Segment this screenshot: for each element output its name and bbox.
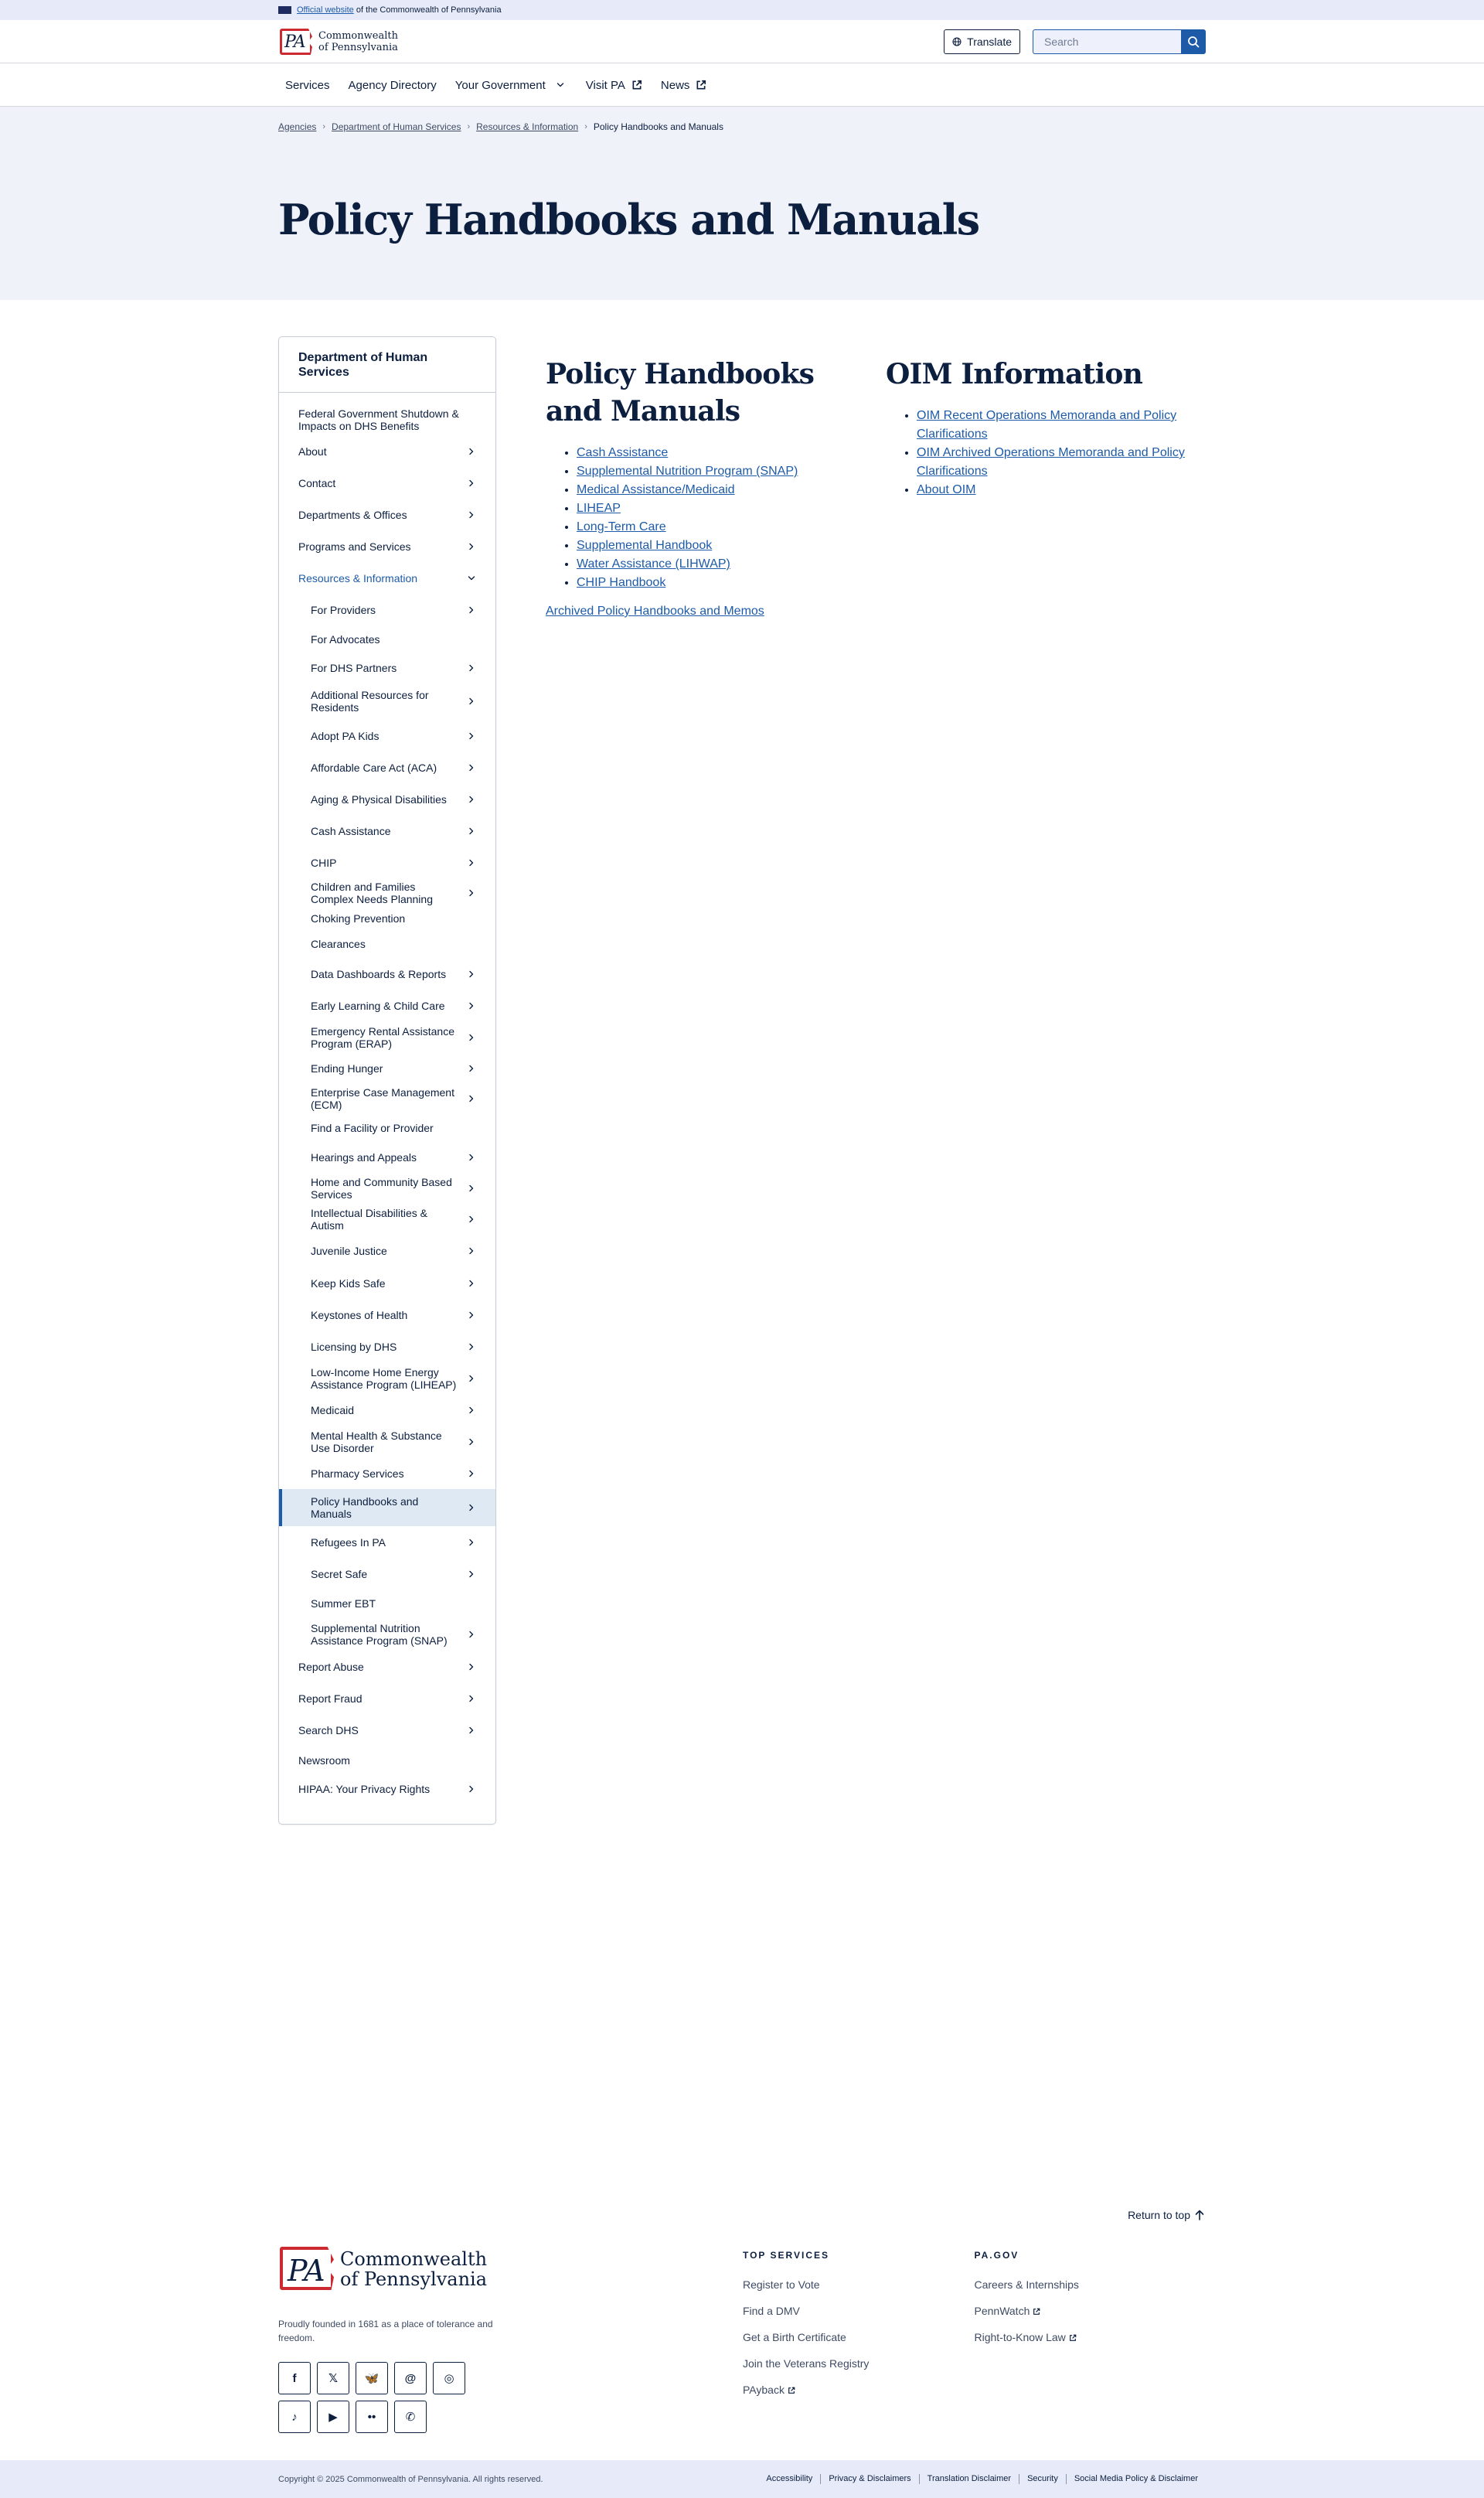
sidebar-item-label: Home and Community Based Services	[311, 1175, 452, 1201]
whatsapp-link[interactable]	[394, 2401, 427, 2433]
sidebar-item-label: For Advocates	[311, 633, 380, 646]
footer-heading: PA.GOV	[974, 2250, 1019, 2261]
tiktok-icon: ♪	[291, 2410, 298, 2424]
sidebar-item-label: Medicaid	[311, 1403, 355, 1416]
chevron-right-icon	[468, 1504, 475, 1511]
search-input[interactable]	[1033, 29, 1181, 54]
handbook-link[interactable]: Water Assistance (LIHWAP)	[577, 557, 730, 571]
sidebar-item-label: Departments & Offices	[298, 508, 407, 521]
bluesky-icon: 🦋	[364, 2372, 380, 2385]
instagram-icon: ◎	[444, 2372, 454, 2385]
sidebar-item[interactable]	[279, 1331, 495, 1362]
pagov-column	[975, 2230, 1207, 2433]
list-item	[577, 462, 849, 481]
sidebar-item[interactable]	[279, 783, 495, 815]
sidebar-item[interactable]	[279, 467, 495, 499]
breadcrumb-link[interactable]: Department of Human Services	[332, 121, 461, 132]
sidebar-item[interactable]	[279, 929, 495, 958]
sidebar-item[interactable]	[279, 1746, 495, 1774]
footer-bottom-bar	[0, 2460, 1484, 2498]
list-item	[577, 555, 849, 574]
sidebar-item-label: Report Fraud	[298, 1692, 362, 1705]
sidebar-item-label: Additional Resources for Residents	[311, 689, 429, 714]
pa-flag-icon	[278, 6, 291, 14]
footer-link[interactable]: Careers & Internships	[974, 2278, 1079, 2291]
handbook-link[interactable]: LIHEAP	[577, 502, 621, 515]
sidebar-item[interactable]	[279, 1426, 495, 1457]
legal-link[interactable]: Translation Disclaimer	[919, 2474, 1019, 2484]
oim-link[interactable]: OIM Archived Operations Memoranda and Policy Clarifications	[917, 446, 1185, 478]
sidebar-item-label: Enterprise Case Management (ECM)	[311, 1086, 454, 1111]
page-hero	[0, 107, 1484, 300]
sidebar-item-label: Choking Prevention	[311, 912, 406, 925]
nav-agency-directory[interactable]: Agency Directory	[348, 78, 437, 92]
chevron-right-icon	[468, 697, 475, 705]
sidebar-item-label: Data Dashboards & Reports	[311, 967, 447, 980]
sidebar-item[interactable]	[279, 1617, 495, 1651]
sidebar-item-label: Mental Health & Substance Use Disorder	[311, 1429, 442, 1454]
external-link-icon	[696, 80, 706, 90]
external-link-icon	[1033, 2308, 1040, 2316]
chevron-right-icon	[468, 1002, 475, 1010]
chevron-down-icon	[556, 81, 564, 89]
sidebar-item-label: Intellectual Disabilities & Autism	[311, 1207, 427, 1232]
handbook-link[interactable]: Long-Term Care	[577, 520, 666, 533]
section-heading: OIM Information	[886, 358, 1142, 390]
breadcrumb-link[interactable]: Resources & Information	[476, 121, 579, 132]
flickr-icon: ••	[367, 2410, 376, 2424]
chevron-down-icon	[468, 574, 475, 582]
nav-services[interactable]: Services	[285, 78, 330, 92]
breadcrumb	[278, 107, 1206, 138]
nav-news[interactable]: News	[654, 63, 714, 107]
sidebar-item-label: CHIP	[311, 856, 337, 869]
sidebar-item-label: Refugees In PA	[311, 1536, 386, 1549]
instagram-link[interactable]	[433, 2362, 465, 2394]
list-item	[577, 537, 849, 555]
chevron-right-icon	[468, 827, 475, 835]
chevron-right-icon	[468, 1663, 475, 1671]
sidebar-item[interactable]	[279, 1299, 495, 1331]
chevron-right-icon	[468, 1154, 475, 1161]
x-link[interactable]	[317, 2362, 349, 2394]
sidebar-item-label: Adopt PA Kids	[311, 729, 380, 742]
sidebar-item[interactable]	[279, 1021, 495, 1053]
search-button[interactable]	[1181, 29, 1206, 54]
footer-link-external[interactable]: PAyback	[743, 2377, 975, 2403]
brand-name: Commonwealth of Pennsylvania	[318, 30, 398, 53]
chevron-right-icon	[468, 1726, 475, 1734]
sidebar-item-label: Resources & Information	[298, 571, 418, 584]
sidebar-item[interactable]	[279, 815, 495, 847]
translate-button[interactable]	[944, 29, 1020, 54]
sidenav-title: Department of Human Services	[279, 337, 495, 393]
copyright: Copyright © 2025 Commonwealth of Pennsylvania. All rights reserved.	[278, 2474, 543, 2484]
footer-tagline: Proudly founded in 1681 as a place of tolerance and freedom.	[278, 2319, 493, 2343]
sidebar-item[interactable]	[279, 499, 495, 530]
footer-brand-name: Commonwealth of Pennsylvania	[340, 2248, 488, 2290]
nav-visit-pa[interactable]: Visit PA	[579, 63, 649, 107]
sidebar-item-label: For DHS Partners	[311, 662, 397, 674]
site-header	[0, 20, 1484, 63]
sidebar-item[interactable]	[279, 1142, 495, 1172]
chevron-right-icon	[468, 1375, 475, 1382]
sidebar-item-label: Low-Income Home Energy Assistance Program (LIHEAP)	[311, 1365, 457, 1391]
main-content	[546, 336, 1189, 619]
footer-link[interactable]: Get a Birth Certificate	[742, 2331, 846, 2343]
chevron-right-icon	[468, 796, 475, 803]
chevron-right-icon	[468, 1785, 475, 1793]
sidebar-item-label: Search DHS	[298, 1723, 359, 1736]
chevron-right-icon	[468, 1470, 475, 1477]
chevron-right-icon	[468, 1695, 475, 1702]
sidebar-item[interactable]	[279, 720, 495, 751]
oim-section	[886, 356, 1189, 619]
sidebar-item[interactable]	[279, 847, 495, 878]
sidebar-item-label: Policy Handbooks and Manuals	[311, 1495, 419, 1520]
sidebar-item[interactable]	[279, 1083, 495, 1114]
chevron-right-icon	[468, 1095, 475, 1102]
list-item	[577, 444, 849, 462]
whatsapp-icon: ✆	[405, 2411, 416, 2424]
oim-list	[886, 407, 1189, 499]
sidebar-item[interactable]	[279, 1774, 495, 1804]
globe-icon	[952, 37, 962, 46]
external-link-icon	[631, 80, 642, 90]
youtube-icon: ▶	[328, 2411, 338, 2424]
page-title: Policy Handbooks and Manuals	[278, 195, 979, 244]
list-item	[917, 407, 1189, 444]
sidebar-item[interactable]	[279, 562, 495, 594]
list-item	[577, 574, 849, 592]
side-navigation	[278, 336, 496, 1825]
sidebar-item[interactable]	[279, 1526, 495, 1559]
footer-logo-link[interactable]	[278, 2244, 743, 2294]
x-icon: 𝕏	[328, 2372, 339, 2385]
oim-link[interactable]: OIM Recent Operations Memoranda and Policy Clarifications	[917, 409, 1177, 441]
footer-link-external[interactable]: Right-to-Know Law	[975, 2324, 1207, 2350]
sidebar-item[interactable]	[279, 1394, 495, 1426]
chevron-right-icon	[468, 859, 475, 867]
sidebar-item-label: Early Learning & Child Care	[311, 999, 445, 1012]
sidebar-item-label: Federal Government Shutdown & Impacts on DHS Benefits	[298, 407, 459, 432]
official-website-link[interactable]: Official website	[297, 5, 354, 15]
sidebar-item[interactable]	[279, 1714, 495, 1746]
legal-link[interactable]: Social Media Policy & Disclaimer	[1066, 2474, 1206, 2484]
chevron-right-icon	[468, 970, 475, 978]
sidebar-item-label: Licensing by DHS	[311, 1340, 397, 1353]
sidebar-item-label: Keystones of Health	[311, 1308, 408, 1321]
breadcrumb-current: Policy Handbooks and Manuals	[593, 121, 723, 132]
sidebar-item[interactable]	[279, 436, 495, 467]
sidebar-item-label: Cash Assistance	[311, 824, 391, 837]
sidebar-item[interactable]	[279, 1267, 495, 1299]
sidebar-item[interactable]	[279, 1457, 495, 1489]
footer-link[interactable]: Find a DMV	[742, 2305, 800, 2317]
official-site-bar	[0, 0, 1484, 20]
sidebar-item-label: Programs and Services	[298, 540, 411, 553]
arrow-up-icon	[1195, 2210, 1204, 2220]
legal-link[interactable]: Security	[1019, 2474, 1066, 2484]
list-item	[917, 444, 1189, 481]
facebook-link[interactable]	[278, 2362, 311, 2394]
sidebar-item[interactable]	[279, 530, 495, 562]
chevron-right-icon	[468, 479, 475, 487]
handbooks-list	[546, 444, 849, 592]
pa-keystone-logo-icon: PA	[278, 26, 314, 57]
breadcrumb-link[interactable]: Agencies	[278, 121, 317, 132]
sidebar-item[interactable]	[279, 1489, 495, 1526]
tiktok-link[interactable]	[278, 2401, 311, 2433]
chevron-right-icon	[468, 1343, 475, 1351]
legal-link[interactable]: Privacy & Disclaimers	[820, 2474, 918, 2484]
sidebar-item-label: Aging & Physical Disabilities	[311, 792, 447, 806]
sidebar-item-label: Contact	[298, 476, 336, 489]
legal-link[interactable]: Accessibility	[766, 2474, 813, 2483]
chevron-right-icon	[468, 1184, 475, 1192]
chevron-right-icon	[468, 732, 475, 740]
sidebar-item-label: Supplemental Nutrition Assistance Program (SNAP)	[311, 1621, 448, 1647]
sidebar-item-label: Juvenile Justice	[311, 1245, 387, 1257]
chevron-right-icon	[468, 764, 475, 772]
sidebar-item-label: About	[298, 445, 327, 458]
chevron-right-icon	[468, 1247, 475, 1255]
sidebar-item[interactable]	[279, 594, 495, 625]
sidebar-item[interactable]	[279, 751, 495, 783]
breadcrumb-separator-icon: ›	[584, 121, 587, 131]
sidebar-item[interactable]	[279, 1362, 495, 1394]
sidebar-item[interactable]	[279, 1114, 495, 1142]
handbook-link[interactable]: Supplemental Nutrition Program (SNAP)	[577, 465, 798, 478]
sidebar-item-label: Newsroom	[298, 1753, 350, 1767]
chevron-right-icon	[468, 1406, 475, 1414]
section-heading: Policy Handbooks and Manuals	[546, 358, 815, 428]
chevron-right-icon	[468, 1631, 475, 1638]
chevron-right-icon	[468, 664, 475, 672]
handbooks-section	[546, 356, 849, 619]
sidebar-item-label: Ending Hunger	[311, 1062, 383, 1075]
chevron-right-icon	[468, 1539, 475, 1546]
chevron-right-icon	[468, 889, 475, 897]
chevron-right-icon	[468, 543, 475, 550]
chevron-right-icon	[468, 448, 475, 455]
threads-link[interactable]	[394, 2362, 427, 2394]
sidebar-item[interactable]	[279, 625, 495, 653]
home-logo-link[interactable]	[278, 26, 398, 57]
sidebar-item[interactable]	[279, 1235, 495, 1267]
sidebar-item[interactable]	[279, 1204, 495, 1235]
footer-link[interactable]: Join the Veterans Registry	[742, 2357, 870, 2370]
top-services-column	[743, 2230, 975, 2433]
search-icon	[1187, 36, 1200, 48]
breadcrumb-separator-icon: ›	[467, 121, 471, 131]
handbook-link[interactable]: Supplemental Handbook	[577, 539, 713, 552]
list-item	[577, 481, 849, 499]
nav-your-government[interactable]: Your Government	[448, 63, 571, 107]
site-footer	[0, 2230, 1484, 2460]
footer-link-external[interactable]: PennWatch	[975, 2298, 1207, 2324]
pa-keystone-logo-icon: PA	[278, 2244, 335, 2294]
sidebar-item[interactable]	[279, 990, 495, 1021]
sidebar-item[interactable]	[279, 653, 495, 683]
bluesky-link[interactable]	[356, 2362, 388, 2394]
social-links	[278, 2362, 479, 2433]
chevron-right-icon	[468, 511, 475, 519]
search-form	[1033, 29, 1206, 54]
youtube-link[interactable]	[317, 2401, 349, 2433]
sidebar-item-label: Children and Families Complex Needs Planning	[311, 881, 433, 905]
external-link-icon	[1069, 2334, 1077, 2342]
sidebar-item[interactable]	[279, 404, 495, 436]
chevron-right-icon	[468, 1065, 475, 1072]
sidebar-item-label: Pharmacy Services	[311, 1467, 404, 1480]
threads-icon: @	[404, 2371, 417, 2385]
handbook-link[interactable]: Medical Assistance/Medicaid	[577, 483, 735, 496]
handbook-link[interactable]: CHIP Handbook	[577, 576, 666, 589]
chevron-right-icon	[468, 1280, 475, 1287]
sidebar-item[interactable]	[279, 958, 495, 990]
breadcrumb-separator-icon: ›	[322, 121, 326, 131]
return-to-top-link[interactable]: Return to top	[278, 2200, 1206, 2230]
chevron-right-icon	[468, 606, 475, 614]
sidebar-item[interactable]	[279, 1559, 495, 1590]
sidebar-item-label: Report Abuse	[298, 1660, 364, 1673]
chevron-right-icon	[468, 1438, 475, 1446]
translate-label: Translate	[967, 36, 1012, 48]
sidebar-item[interactable]	[279, 878, 495, 908]
sidebar-item-label: HIPAA: Your Privacy Rights	[298, 1783, 431, 1795]
handbook-link[interactable]: Cash Assistance	[577, 446, 669, 459]
sidebar-item-label: Clearances	[311, 937, 366, 950]
official-site-text: of the Commonwealth of Pennsylvania	[356, 5, 502, 15]
legal-links	[758, 2474, 1206, 2484]
sidebar-item-label: Emergency Rental Assistance Program (ERAP)	[311, 1024, 454, 1050]
sidebar-item[interactable]	[279, 1590, 495, 1617]
sidebar-item-label: For Providers	[311, 603, 376, 616]
sidebar-item-label: Hearings and Appeals	[311, 1150, 417, 1164]
sidebar-item[interactable]	[279, 1682, 495, 1714]
sidebar-item[interactable]	[279, 1053, 495, 1083]
list-item	[577, 518, 849, 537]
oim-link[interactable]: About OIM	[917, 483, 976, 496]
external-link-icon	[788, 2387, 795, 2394]
sidebar-item[interactable]	[279, 1651, 495, 1682]
sidebar-item[interactable]	[279, 908, 495, 929]
sidebar-item[interactable]	[279, 683, 495, 720]
chevron-right-icon	[468, 1215, 475, 1223]
sidebar-item-label: Summer EBT	[311, 1597, 376, 1610]
facebook-icon: f	[292, 2371, 297, 2385]
flickr-link[interactable]	[356, 2401, 388, 2433]
footer-heading: TOP SERVICES	[742, 2250, 830, 2261]
sidebar-item-label: Find a Facility or Provider	[311, 1122, 434, 1134]
sidebar-item-label: Affordable Care Act (ACA)	[311, 761, 437, 774]
chevron-right-icon	[468, 1311, 475, 1319]
chevron-right-icon	[468, 1034, 475, 1041]
sidebar-item-label: Secret Safe	[311, 1568, 368, 1580]
sidebar-item-label: Keep Kids Safe	[311, 1276, 386, 1290]
list-item	[577, 499, 849, 518]
list-item	[917, 481, 1189, 499]
main-navigation	[0, 63, 1484, 107]
sidebar-item[interactable]	[279, 1172, 495, 1204]
chevron-right-icon	[468, 1570, 475, 1578]
footer-link[interactable]: Register to Vote	[742, 2278, 820, 2291]
archived-handbooks-link[interactable]: Archived Policy Handbooks and Memos	[546, 605, 764, 618]
